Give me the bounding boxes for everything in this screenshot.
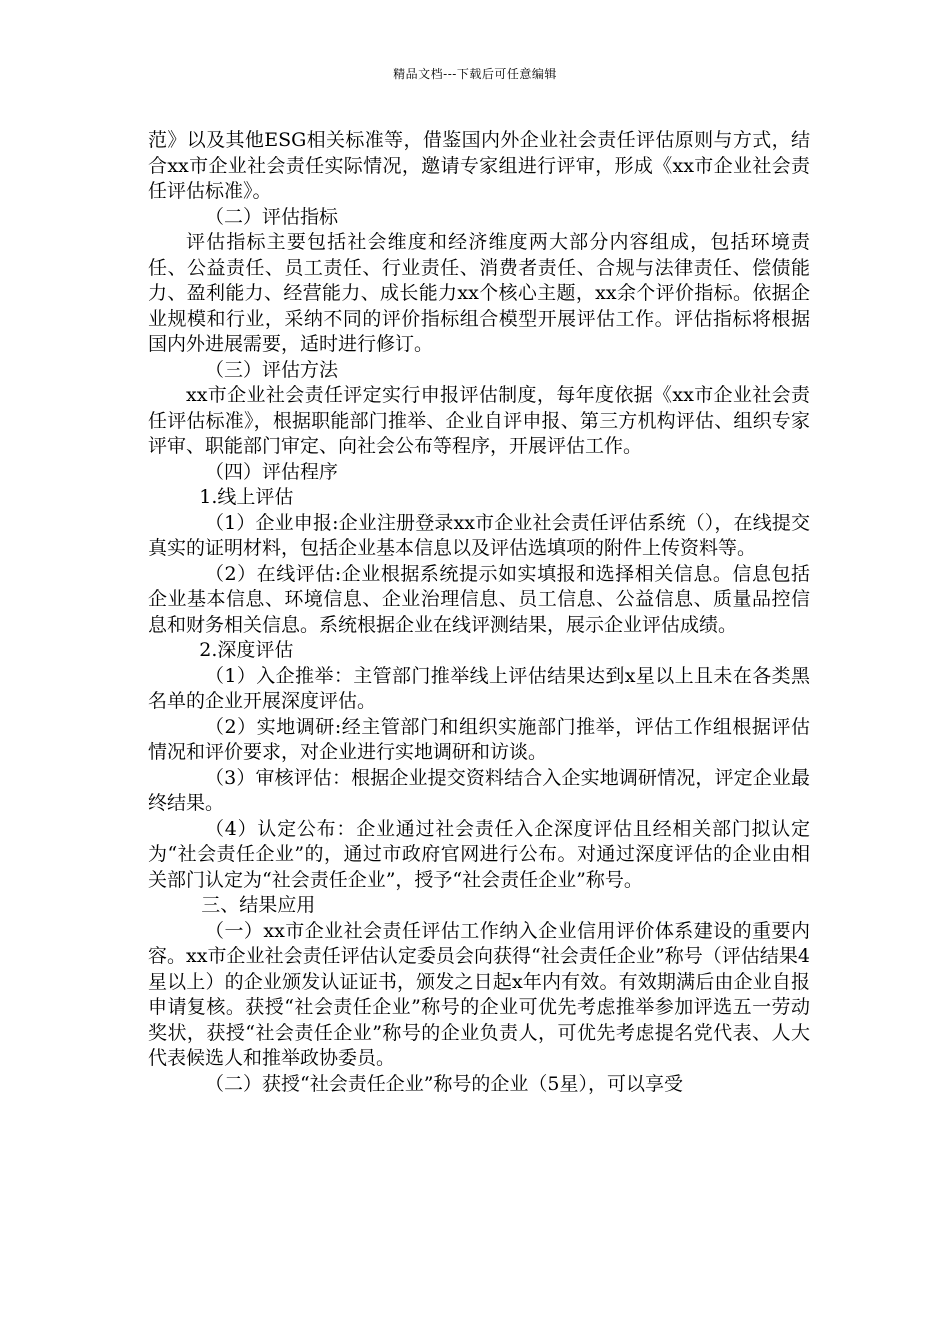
heading-evaluation-indicators: （二）评估指标 xyxy=(205,205,339,228)
paragraph-evaluation-indicators: 评估指标主要包括社会维度和经济维度两大部分内容组成，包括环境责任、公益责任、员工责任、行业责任、消费者责任、合规与法律责任、偿债能力、盈利能力、经营能力、成长能力xx个核心主题，xx余个评价指标。依据企业规模和行业，采纳不同的评价指标组合模型开展评估工作。评估指标将根据国内外进展需要，适时进行修订。 xyxy=(148,231,810,355)
paragraph-five-star-benefits: （二）获授“社会责任企业”称号的企业（5星），可以享受 xyxy=(205,1072,684,1095)
page-header: 精品文档---下载后可任意编辑 xyxy=(393,67,557,81)
subheading-online-evaluation: 1.线上评估 xyxy=(199,486,294,508)
paragraph-enterprise-application: （1）企业申报:企业注册登录xx市企业社会责任评估系统（），在线提交真实的证明材料，包括企业基本信息以及评估选填项的附件上传资料等。 xyxy=(148,511,810,559)
paragraph-certification-announcement: （4）认定公布：企业通过社会责任入企深度评估且经相关部门拟认定为“社会责任企业”的，通过市政府官网进行公布。对通过深度评估的企业由相关部门认定为“社会责任企业”，授予“社会责任企业”称号。 xyxy=(148,817,810,891)
paragraph-online-assessment: （2）在线评估:企业根据系统提示如实填报和选择相关信息。信息包括企业基本信息、环境信息、企业治理信息、员工信息、公益信息、质量品控信息和财务相关信息。系统根据企业在线评测结果，展示企业评估成绩。 xyxy=(148,562,810,636)
subheading-in-depth-evaluation: 2.深度评估 xyxy=(199,639,294,661)
heading-result-application: 三、结果应用 xyxy=(201,894,316,916)
document-body xyxy=(148,128,810,1097)
paragraph-evaluation-methods: xx市企业社会责任评定实行申报评估制度，每年度依据《xx市企业社会责任评估标准》，根据职能部门推举、企业自评申报、第三方机构评估、组织专家评审、职能部门审定、向社会公布等程序，开展评估工作。 xyxy=(148,384,810,457)
paragraph-credit-evaluation: （一）xx市企业社会责任评估工作纳入企业信用评价体系建设的重要内容。xx市企业社会责任评估认定委员会向获得“社会责任企业”称号（评估结果4星以上）的企业颁发认证证书，颁发之日起x年内有效。有效期满后由企业自报申请复核。获授“社会责任企业”称号的企业可优先考虑推举参加评选五一劳动奖状，获授“社会责任企业”称号的企业负责人，可优先考虑提名党代表、人大代表候选人和推举政协委员。 xyxy=(148,919,810,1069)
paragraph-standards-intro: 范》以及其他ESG相关标准等，借鉴国内外企业社会责任评估原则与方式，结合xx市企业社会责任实际情况，邀请专家组进行评审，形成《xx市企业社会责任评估标准》。 xyxy=(148,129,810,202)
heading-evaluation-procedure: （四）评估程序 xyxy=(205,460,339,483)
paragraph-enterprise-recommendation: （1）入企推举：主管部门推举线上评估结果达到x星以上且未在各类黑名单的企业开展深度评估。 xyxy=(148,664,810,712)
paragraph-field-research: （2）实地调研:经主管部门和组织实施部门推举，评估工作组根据评估情况和评价要求，对企业进行实地调研和访谈。 xyxy=(148,715,810,763)
heading-evaluation-methods: （三）评估方法 xyxy=(205,358,339,381)
paragraph-review-assessment: （3）审核评估：根据企业提交资料结合入企实地调研情况，评定企业最终结果。 xyxy=(148,766,810,814)
